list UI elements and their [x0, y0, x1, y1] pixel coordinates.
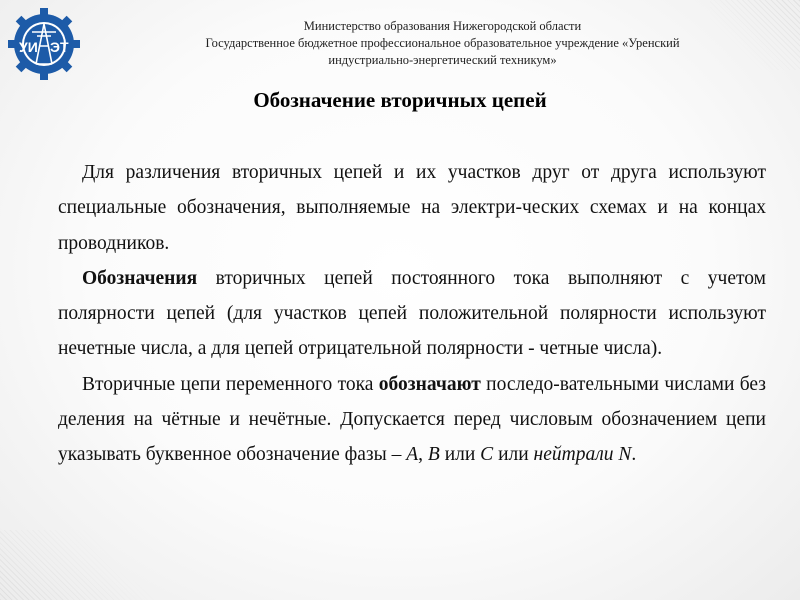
phase-label: А: [406, 444, 419, 466]
slide-title: Обозначение вторичных цепей: [253, 88, 547, 112]
corner-decoration: [0, 530, 160, 600]
bold-term: Обозначения: [82, 267, 198, 289]
logo-letters-left: УИ: [19, 39, 38, 55]
paragraph-text: вторичных цепей постоянного тока выполняют с учетом полярности цепей (для участков цепей положительной полярности используют нечетные числа, а для цепей отрицательной полярности - четные числа).: [58, 267, 766, 360]
separator: или: [493, 444, 534, 466]
logo-letters-right: ЭТ: [50, 39, 69, 55]
phase-label: В: [427, 444, 440, 466]
paragraph-text: последо-вательными числами без деления на чётные и нечётные. Допускается перед числовым обозначением цепи указывать буквенное обозначение фазы –: [58, 373, 767, 466]
bold-term: обозначают: [378, 373, 481, 395]
header-line-institution: Государственное бюджетное профессиональное образовательное учреждение «Уренский: [205, 36, 680, 50]
paragraph-text: Вторичные цепи переменного тока: [82, 373, 379, 395]
header-line-institution-cont: индустриально-энергетический техникум»: [328, 53, 557, 67]
separator: или: [439, 444, 481, 466]
sentence-end: .: [631, 444, 637, 466]
phase-label: С: [480, 444, 494, 466]
college-logo: [6, 6, 82, 82]
paragraph-text: Для различения вторичных цепей и их участков друг от друга используют специальные обозначения, выполняемые на электри-ческих схемах и на концах проводников.: [58, 162, 766, 254]
paragraph: [58, 261, 766, 367]
institution-header: [95, 18, 790, 69]
paragraph: [58, 155, 766, 261]
separator: ,: [418, 444, 428, 466]
slide-body: [58, 155, 766, 473]
header-line-ministry: Министерство образования Нижегородской области: [303, 19, 582, 33]
neutral-label: нейтрали N: [533, 444, 632, 466]
paragraph: [58, 367, 766, 473]
